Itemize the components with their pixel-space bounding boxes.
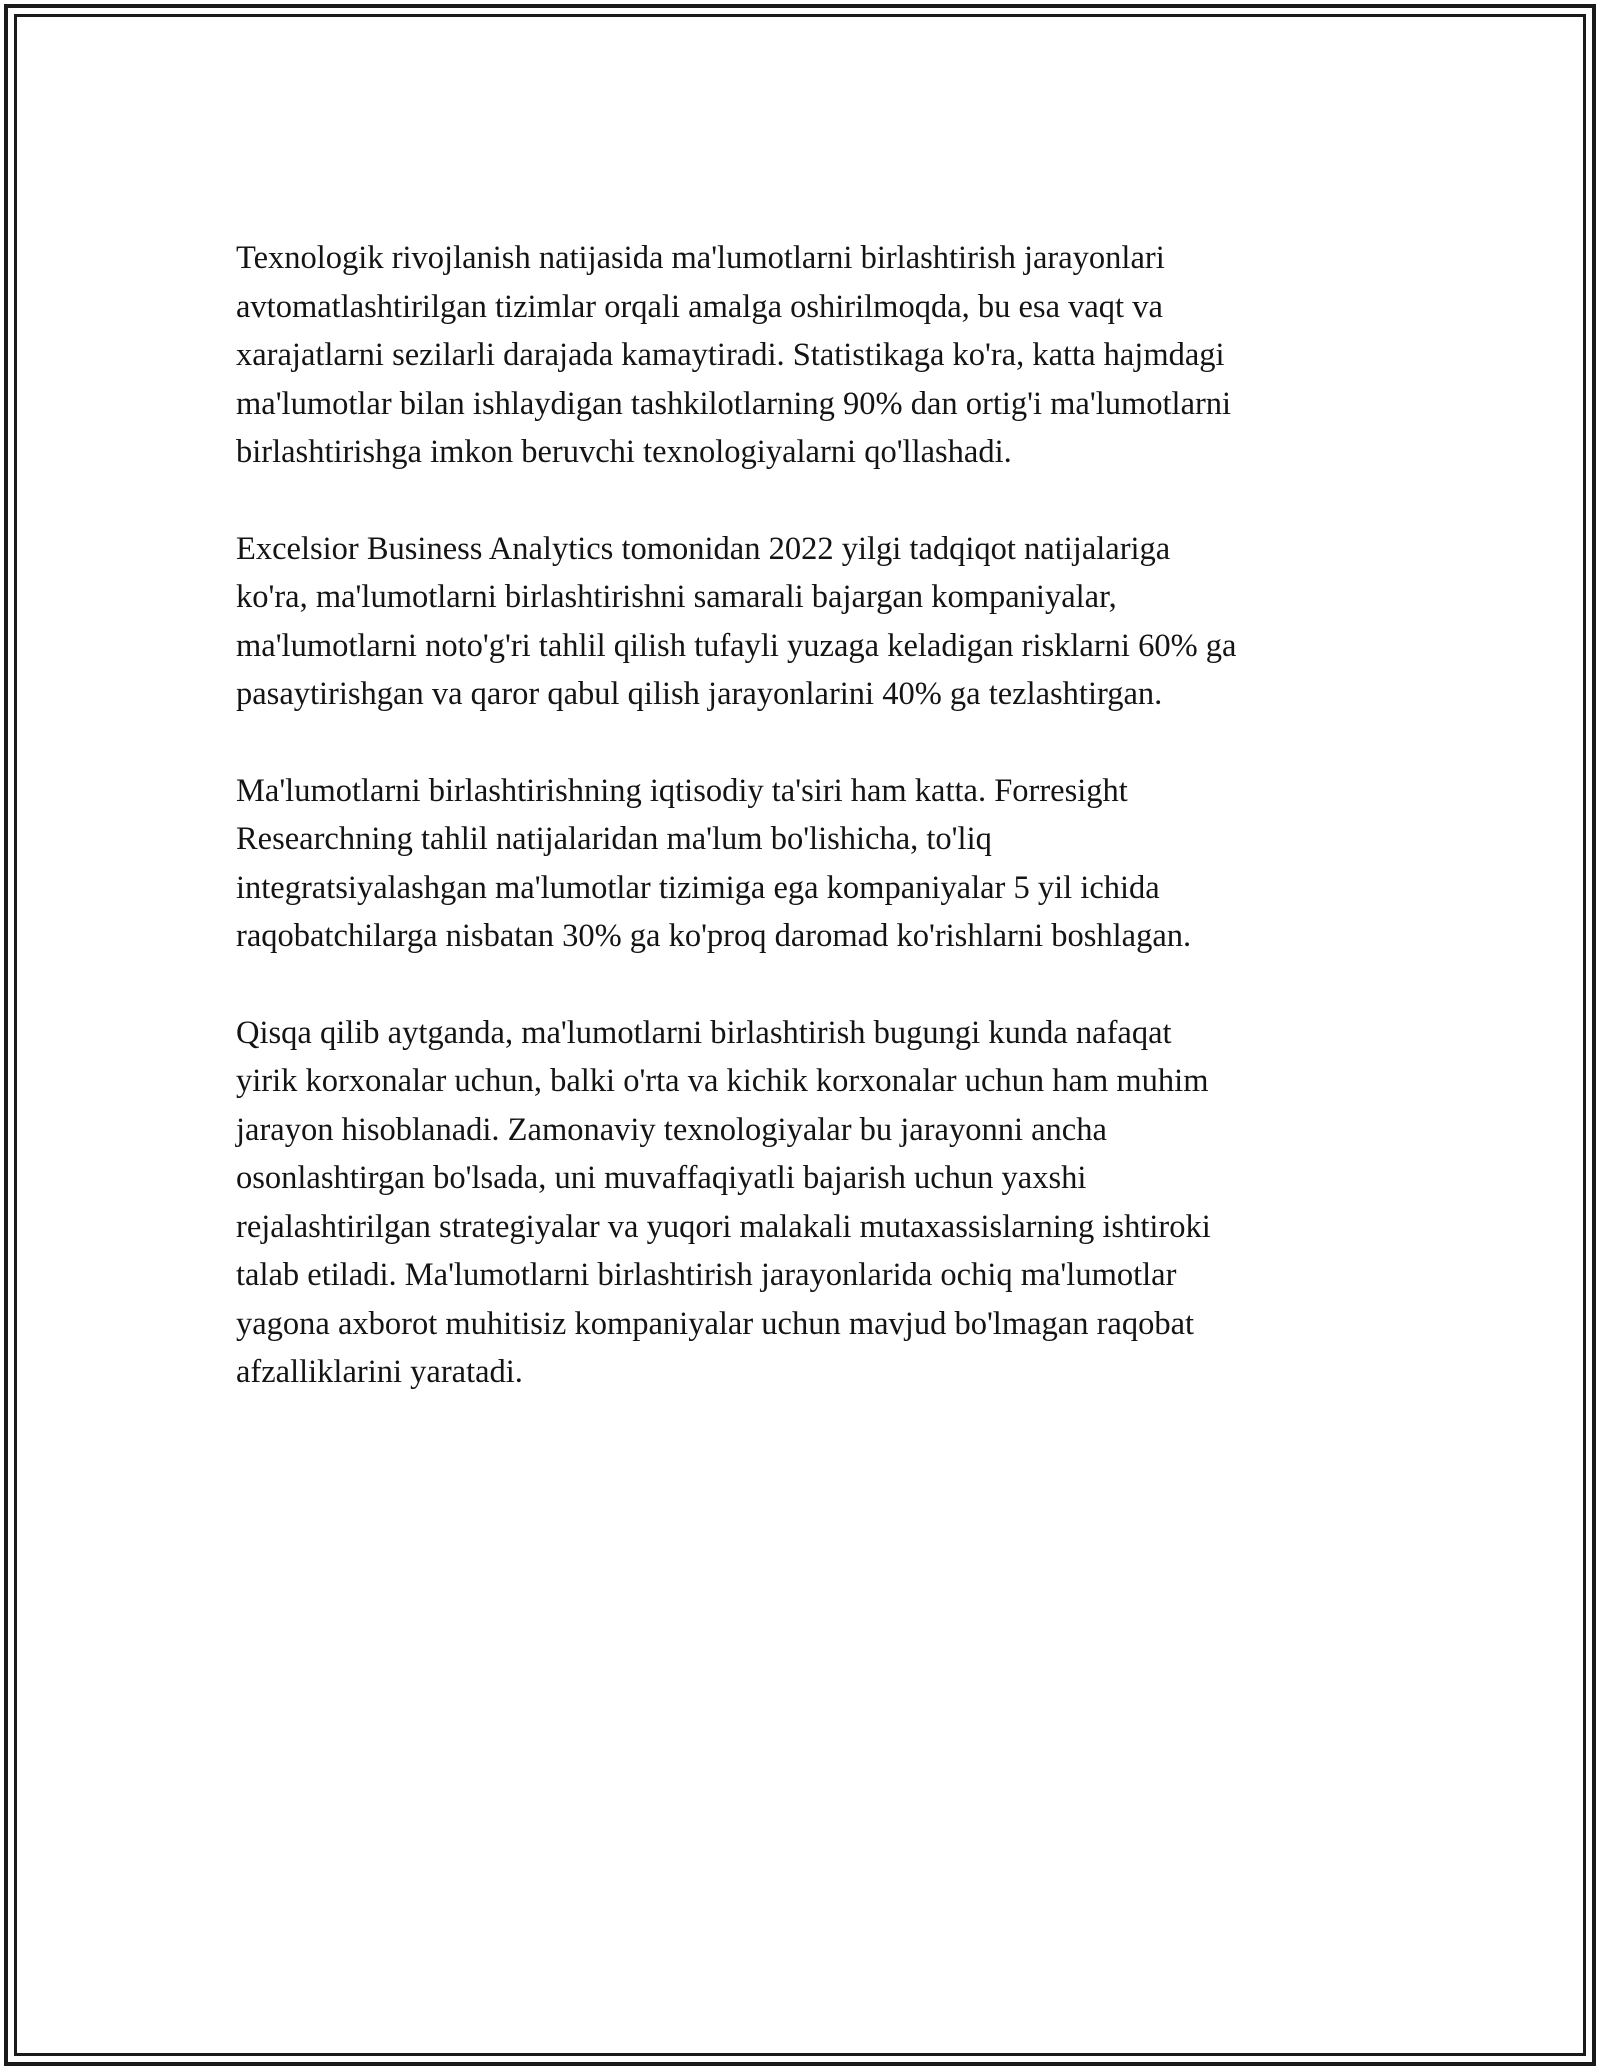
paragraph-4: Qisqa qilib aytganda, ma'lumotlarni birlashtirish bugungi kunda nafaqat yirik korxonalar uchun, balki o'rta va kichik korxonalar uchun ham muhim jarayon hisoblanadi. Zamonaviy texnologiyalar bu jarayonni ancha osonlashtirgan bo'lsada, uni muvaffaqiyatli bajarish uchun yaxshi rejalashtirilgan strategiyalar va yuqori malakali mutaxassislarning ishtiroki talab etiladi. Ma'lumotlarni birlashtirish jarayonlarida ochiq ma'lumotlar yagona axborot muhitisiz kompaniyalar uchun mavjud bo'lmagan raqobat afzalliklarini yaratadi. <box>236 1014 1211 1390</box>
paragraph-2: Excelsior Business Analytics tomonidan 2022 yilgi tadqiqot natijalariga ko'ra, ma'lumotlarni birlashtirishni samarali bajargan kompaniyalar, ma'lumotlarni noto'g'ri tahlil qilish tufayli yuzaga keladigan risklarni 60% ga pasaytirishgan va qaror qabul qilish jarayonlarini 40% ga tezlashtirgan. <box>236 530 1237 712</box>
paragraph-3: Ma'lumotlarni birlashtirishning iqtisodiy ta'siri ham katta. Forresight Researchning tahlil natijalaridan ma'lum bo'lishicha, to'liq integratsiyalashgan ma'lumotlar tizimiga ega kompaniyalar 5 yil ichida raqobatchilarga nisbatan 30% ga ko'proq daromad ko'rishlarni boshlagan. <box>236 772 1192 954</box>
document-body <box>236 234 1386 1445</box>
paragraph-1: Texnologik rivojlanish natijasida ma'lumotlarni birlashtirish jarayonlari avtomatlashtirilgan tizimlar orqali amalga oshirilmoqda, bu esa vaqt va xarajatlarni sezilarli darajada kamaytiradi. Statistikaga ko'ra, katta hajmdagi ma'lumotlar bilan ishlaydigan tashkilotlarning 90% dan ortig'i ma'lumotlarni birlashtirishga imkon beruvchi texnologiyalarni qo'llashadi. <box>236 240 1232 470</box>
